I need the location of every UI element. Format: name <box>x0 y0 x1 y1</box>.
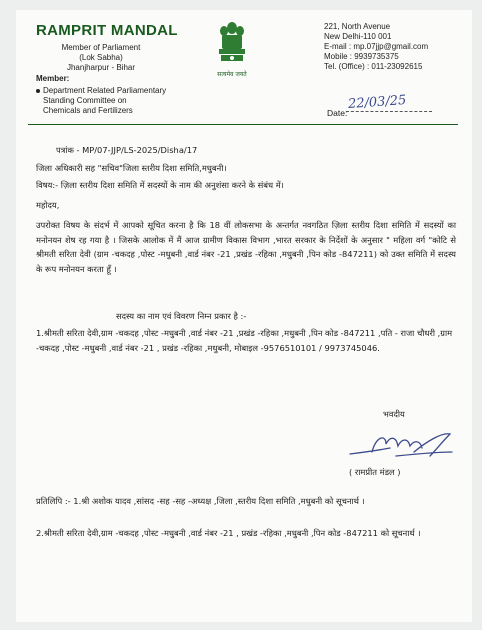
signer-name: ( रामप्रीत मंडल ) <box>349 467 401 477</box>
tel-line: Tel. (Office) : 011-23092615 <box>324 62 423 71</box>
committee-block <box>36 86 226 116</box>
salutation: महोदय, <box>36 200 60 210</box>
body-paragraph: उपरोक्त विषय के संदर्भ में आपको सूचित करना है कि 18 वीं लोकसभा के अन्तर्गत नवगठित ज़िला स्तरीय दिशा समिति में सदस्यों का मनोनयन शेष रह गया है । जिसके आलोक में मैं आज ग्रामीण विकास विभाग ,भारत सरकार के निर्देशों के अनुसार " महिला वर्ग "कोटि से श्रीमती सरिता देवी (ग्राम -चकदह ,पोस्ट -मधुबनी ,वार्ड नंबर -21 ,प्रखंड -रहिका ,मधुबनी ,पिन कोड -847211) को उक्त समिति में सदस्य के रूप मनोनयन करता हूँ । <box>36 220 456 274</box>
member-list-item: 1.श्रीमती सरिता देवी,ग्राम -चकदह ,पोस्ट -मधुबनी ,वार्ड नंबर -21 ,प्रखंड -रहिका ,मधुबनी ,पिन कोड -847211 ,पति - राजा चौधरी ,ग्राम -चकदह ,पोस्ट -मधुबनी ,वार्ड नंबर -21 , प्रखंड -रहिका ,मधुबनी, मोबाइल -9576510101 / 9973745046. <box>36 328 453 353</box>
date-value: 22/03/25 <box>347 92 407 113</box>
email-line: E-mail : mp.07jjp@gmail.com <box>324 42 429 51</box>
address-line: 221, North Avenue <box>324 22 391 31</box>
committee-line: Chemicals and Fertilizers <box>43 106 133 115</box>
mp-name: RAMPRIT MANDAL <box>36 22 178 39</box>
closing: भवदीय <box>383 409 405 419</box>
member-list-heading: सदस्य का नाम एवं विवरण निम्न प्रकार है :- <box>116 311 247 321</box>
state-emblem-icon <box>214 20 250 70</box>
member-line: Member of Parliament <box>61 43 141 52</box>
mobile-line: Mobile : 9939735375 <box>324 52 399 61</box>
letter-page <box>16 10 472 622</box>
date-label: Date: <box>327 108 348 118</box>
subject-line: विषय:- ज़िला स्तरीय दिशा समिति में सदस्यों के नाम की अनुशंसा करने के संबंध में। <box>36 180 284 190</box>
reference-number: पत्रांक - MP/07-JJP/LS-2025/Disha/17 <box>56 145 198 155</box>
member-line: (Lok Sabha) <box>79 53 123 62</box>
member-line: Jhanjharpur - Bihar <box>66 63 136 72</box>
committee-line: Standing Committee on <box>43 96 127 105</box>
copy-to-2: 2.श्रीमती सरिता देवी,ग्राम -चकदह ,पोस्ट -मधुबनी ,वार्ड नंबर -21 , प्रखंड -रहिका ,मधुबनी ,पिन कोड -847211 को सूचनार्थ । <box>36 528 421 538</box>
header-divider <box>28 124 458 125</box>
date-underline <box>346 111 432 112</box>
handwritten-signature <box>346 422 456 464</box>
copy-to-1: प्रतिलिपि :- 1.श्री अशोक यादव ,सांसद -सह -सह -अध्यक्ष ,जिला ,स्तरीय दिशा समिति ,मधुबनी को सूचनार्थ । <box>36 496 365 506</box>
bullet-icon <box>36 89 40 93</box>
address-line: New Delhi-110 001 <box>324 32 392 41</box>
contact-block <box>324 22 464 72</box>
addressee: जिला अधिकारी सह "सचिव"जिला स्तरीय दिशा समिति,मधुबनी। <box>36 163 227 173</box>
committee-line: Department Related Parliamentary <box>43 86 167 95</box>
emblem-caption: सत्यमेव जयते <box>217 71 247 78</box>
member-label: Member: <box>36 74 70 83</box>
member-designation <box>16 43 186 73</box>
